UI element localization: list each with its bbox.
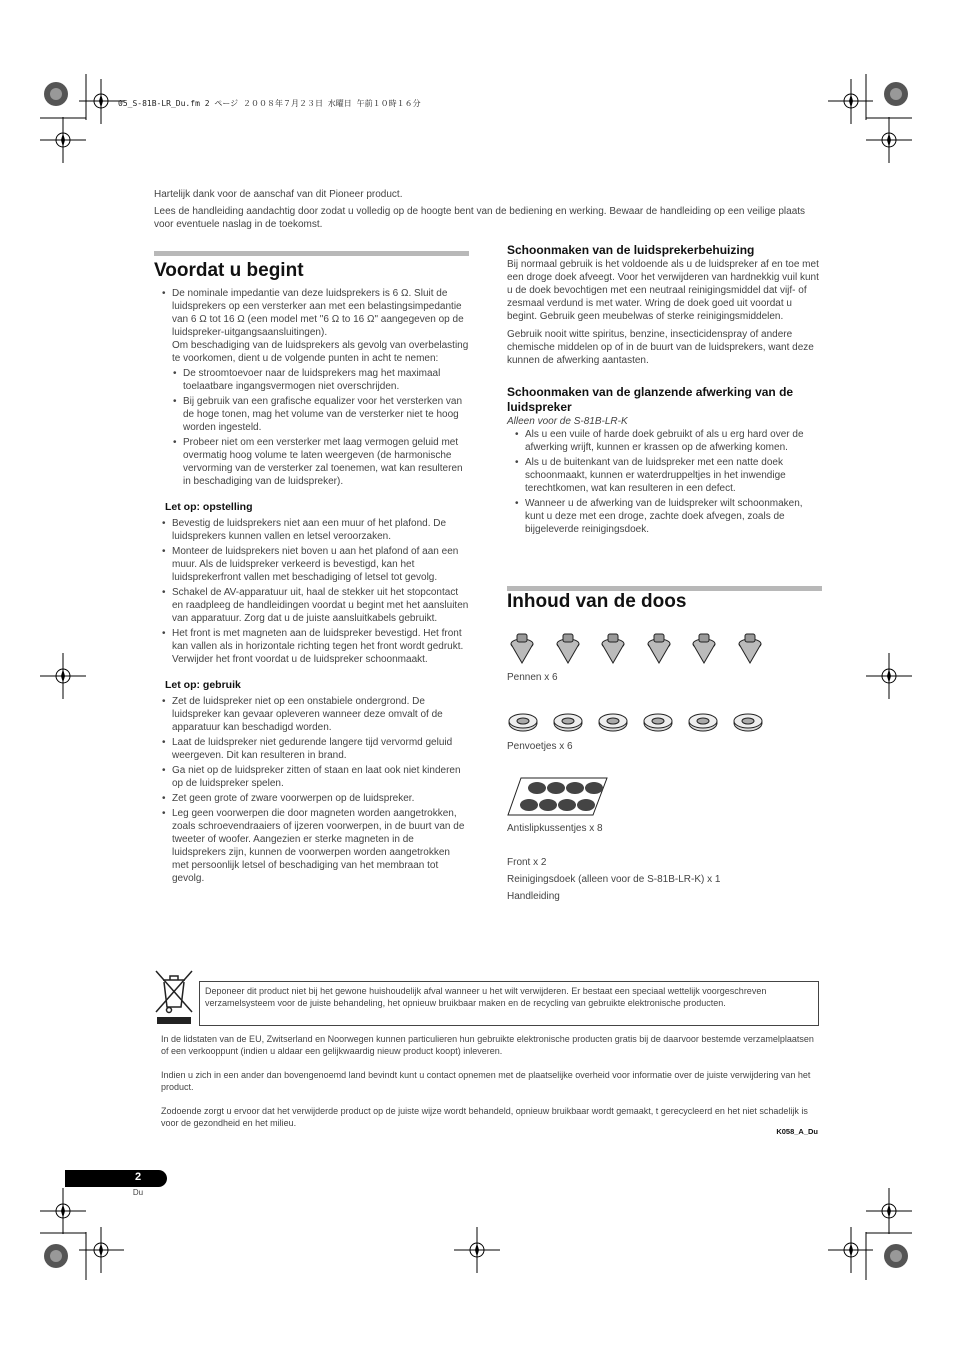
caution-use-title: Let op: gebruik	[165, 679, 241, 691]
list-item: • Schakel de AV-apparatuur uit, haal de stekker uit het stopcontact en raadpleeg de handleidingen voordat u begint met het aansluiten van apparatuur. Zorg dat u de juiste aansluitkabels gebruikt.	[161, 586, 469, 625]
right-column	[507, 243, 822, 538]
disposal-paragraph-3: Zodoende zorgt u ervoor dat het verwijderde product op de juiste wijze wordt behandeld, opnieuw bruikbaar wordt gemaakt, t gerecycleerd en het niet schadelijk is voor de gezondheid en het milieu.	[161, 1106, 808, 1128]
pads-illustration	[507, 777, 609, 817]
list-item: • Leg geen voorwerpen die door magneten worden aangetrokken, zoals schroevendraaiers of ijzeren voorwerpen, in de buurt van de tweeter of woofer. Aangezien er sterke magneten in de luidsprekers zijn, kunnen de voorwerpen worden aangetrokken met persoonlijk letsel of beschadiging van het membraan tot gevolg.	[161, 807, 469, 885]
section-title-before-start: Voordat u begint	[154, 260, 304, 281]
page-number-tab	[65, 1170, 167, 1187]
manual-label: Handleiding	[507, 891, 560, 902]
cloth-label: Reinigingsdoek (alleen voor de S-81B-LR-K) x 1	[507, 874, 721, 885]
list-item: • Als u de buitenkant van de luidspreker met een natte doek schoonmaakt, kunnen er waterdruppeltjes in het inwendige terechtkomen, wat kan resulteren in een defect.	[514, 456, 822, 495]
spike-feet-illustration	[505, 710, 775, 734]
list-item: • Monteer de luidsprekers niet boven u aan het plafond of aan een muur. Als de luidspreker verkeerd is bevestigd, kan het luidsprekerfront vallen met beschadiging of letsel tot gevolg.	[161, 545, 469, 584]
list-item: • Zet geen grote of zware voorwerpen op de luidspreker.	[161, 792, 469, 805]
gloss-cleaning-title: Schoonmaken van de glanzende afwerking van de luidspreker	[507, 385, 794, 414]
spikes-illustration	[505, 632, 775, 666]
overload-text: Om beschadiging van de luidsprekers als gevolg van overbelasting te voorkomen, dient u de volgende punten in acht te nemen:	[172, 340, 469, 364]
list-item: • Laat de luidspreker niet gedurende langere tijd vervormd geluid weergeven. Dit kan resulteren in brand.	[161, 736, 469, 762]
list-item: • Zet de luidspreker niet op een onstabiele ondergrond. De luidspreker kan gevaar opleveren wanneer deze omvalt of de apparatuur kan beschadigd worden.	[161, 695, 469, 734]
print-file-header: 05_S-81B-LR_Du.fm 2 ページ ２００８年７月２３日 水曜日 午前１０時１６分	[118, 99, 421, 108]
left-column	[154, 251, 469, 887]
disposal-paragraph-1: In de lidstaten van de EU, Zwitserland en Noorwegen kunnen particulieren hun gebruikte elektronische producten gratis bij de daarvoor bestemde verzamelplaatsen of een verkooppunt (indien u aldaar een gelijkwaardig nieuw product koopt) inleveren.	[161, 1034, 814, 1056]
cabinet-paragraph-2: Gebruik nooit witte spiritus, benzine, insecticidenspray of andere chemische middelen op of in de buurt van de luidsprekers, want deze kunnen de afwerking aantasten.	[507, 329, 814, 366]
list-item: • Als u een vuile of harde doek gebruikt of als u erg hard over de afwerking wrijft, kunnen er krassen op de afwerking komen.	[514, 428, 822, 454]
intro-thanks: Hartelijk dank voor de aanschaf van dit Pioneer product.	[154, 189, 403, 200]
intro-read: Lees de handleiding aandachtig door zodat u volledig op de hoogte bent van de bediening en werking. Bewaar de handleiding op een veilige plaats voor eventuele naslag in de toekomst.	[154, 206, 806, 230]
list-item	[154, 287, 469, 488]
caution-installation-title: Let op: opstelling	[165, 501, 253, 513]
list-item: • Bij gebruik van een grafische equalizer voor het versterken van de hoge tonen, mag het volume van de versterker niet te hoog worden ingesteld.	[172, 395, 469, 434]
gloss-model-note: Alleen voor de S-81B-LR-K	[507, 416, 628, 427]
list-item: • Ga niet op de luidspreker zitten of staan en laat ook niet kinderen op de luidspreker spelen.	[161, 764, 469, 790]
document-code: K058_A_Du	[776, 1127, 818, 1136]
disposal-box-text: Deponeer dit product niet bij het gewone huishoudelijk afval wanneer u het wilt verwijderen. Er bestaat een speciaal wettelijk voorgeschreven verzamelsysteem voor de juiste behandeling, het opnieuw bruikbaar maken en de recycling van gebruikte elektronische producten.	[205, 986, 767, 1008]
page-language: Du	[132, 1188, 144, 1197]
impedance-text: • De nominale impedantie van deze luidsprekers is 6 Ω. Sluit de luidsprekers op een versterker aan met een belastingsimpedantie van 6 Ω tot 16 Ω (een model met "6 Ω to 16 Ω" aangegeven op de luidspreker-uitgangsaansluitingen).	[172, 288, 464, 338]
list-item: • De stroomtoevoer naar de luidsprekers mag het maximaal toelaatbare ingangsvermogen niet overschrijden.	[172, 367, 469, 393]
list-item: • Bevestig de luidsprekers niet aan een muur of het plafond. De luidsprekers kunnen vallen en letsel veroorzaken.	[161, 517, 469, 543]
spikes-label: Pennen x 6	[507, 672, 558, 683]
list-item: • Het front is met magneten aan de luidspreker bevestigd. Het front kan vallen als in horizontale richting tegen het front wordt gedrukt. Verwijder het front voordat u de luidspreker schoonmaakt.	[161, 627, 469, 666]
front-label: Front x 2	[507, 857, 547, 868]
section-bar	[154, 251, 469, 256]
cabinet-cleaning-title: Schoonmaken van de luidsprekerbehuizing	[507, 243, 755, 257]
list-item: • Probeer niet om een versterker met laag vermogen geluid met overmatig hoog volume te laten weergeven (de harmonische vervorming van de versterker zal toenemen, wat kan resulteren in beschadiging van de luidspreker).	[172, 436, 469, 488]
list-item: • Wanneer u de afwerking van de luidspreker wilt schoonmaken, kunt u deze met een droge, zachte doek afvegen, zoals de bijgeleverde reinigingsdoek.	[514, 497, 822, 536]
cabinet-paragraph-1: Bij normaal gebruik is het voldoende als u de luidspreker af en toe met een droge doek afveegt. Voor het verwijderen van hardnekkig vuil kunt u de doek bevochtigen met een neutraal reinigingsmiddel dat vijf- of zesmaal verdund is met water. Wring de doek goed uit voordat u begint. Gebruik geen meubelwas of sterke reinigingsmiddelen.	[507, 259, 819, 322]
pads-label: Antislipkussentjes x 8	[507, 823, 603, 834]
page-number: 2	[134, 1171, 142, 1183]
disposal-paragraph-2: Indien u zich in een ander dan bovengenoemd land bevindt kunt u contact opnemen met de plaatselijke overheid voor informatie over de juiste verwijdering van het product.	[161, 1070, 811, 1092]
crossed-out-wheelie-bin-icon	[152, 966, 196, 1026]
spike-feet-label: Penvoetjes x 6	[507, 741, 573, 752]
section-title-box-contents: Inhoud van de doos	[507, 591, 687, 612]
